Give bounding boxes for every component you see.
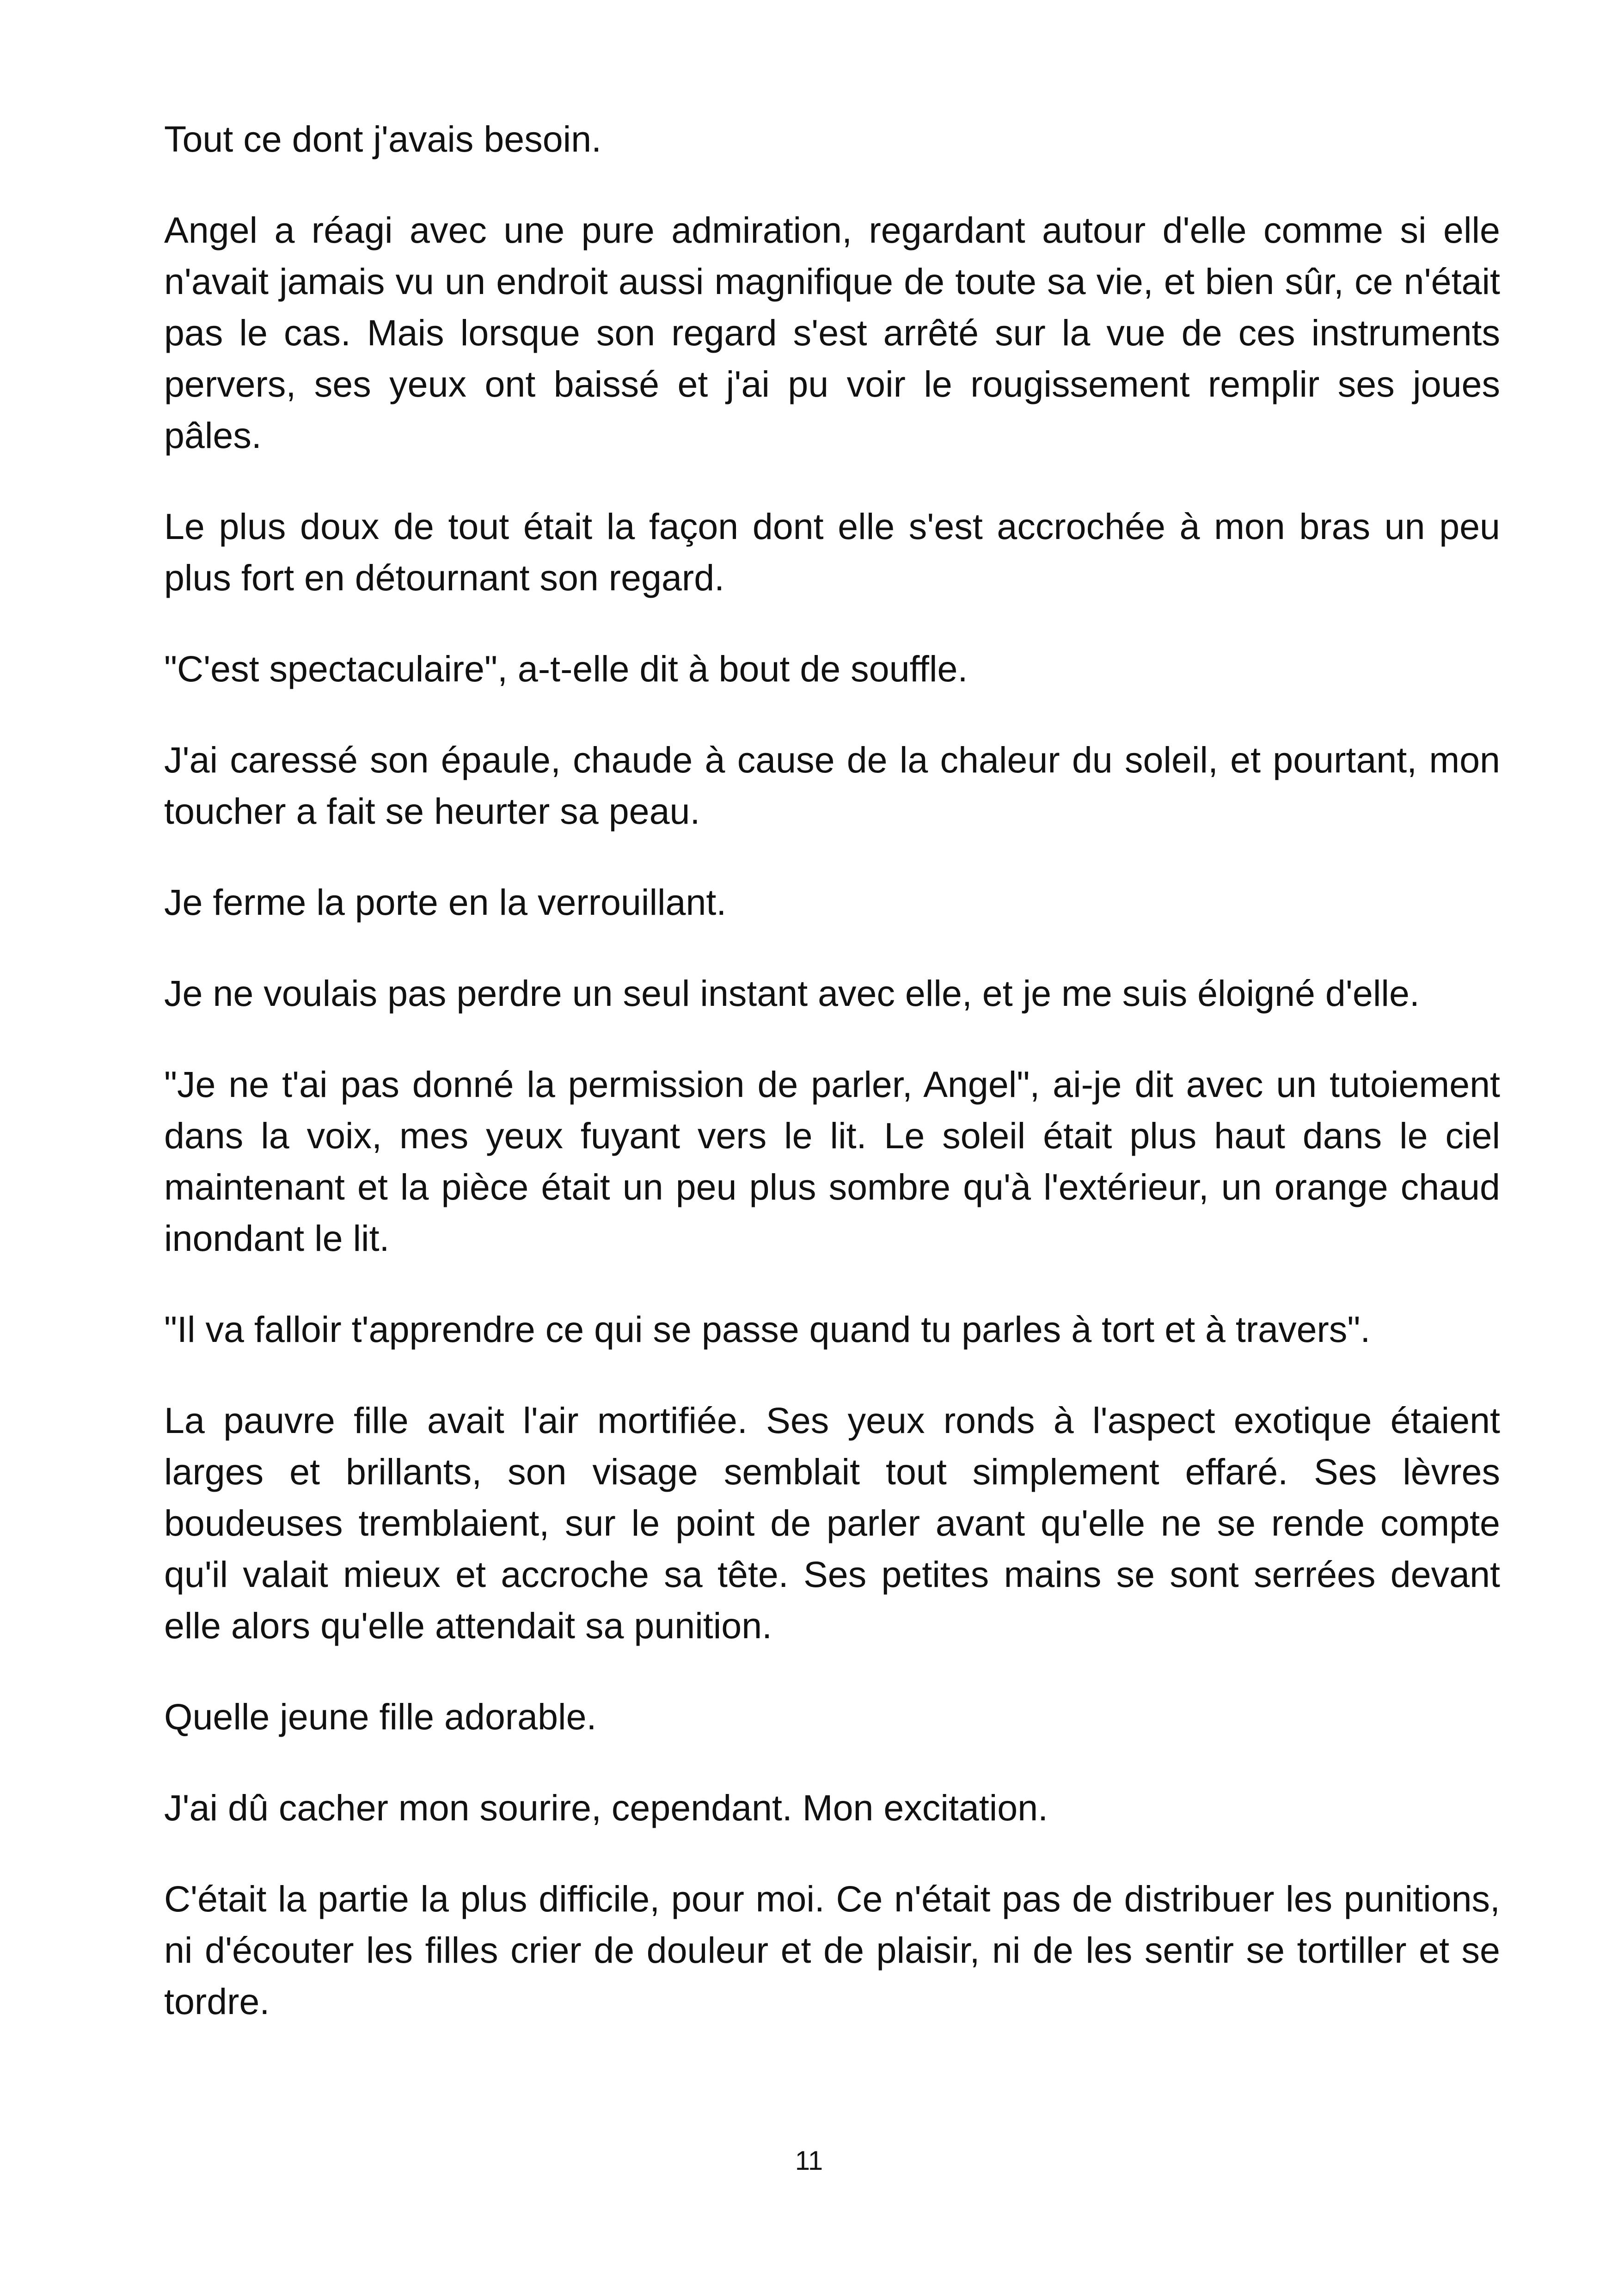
paragraph: Tout ce dont j'avais besoin. — [164, 118, 602, 159]
page-number: 11 — [795, 2146, 823, 2176]
body-text — [164, 113, 1500, 2067]
paragraph: Le plus doux de tout était la façon dont elle s'est accrochée à mon bras un peu plus fort en détournant son regard. — [164, 506, 1500, 598]
paragraph: J'ai dû cacher mon sourire, cependant. Mon excitation. — [164, 1787, 1048, 1828]
paragraph: La pauvre fille avait l'air mortifiée. Ses yeux ronds à l'aspect exotique étaient larges et brillants, son visage semblait tout simplement effaré. Ses lèvres boudeuses tremblaient, sur le point de parler avant qu'elle ne se rende compte qu'il valait mieux et accroche sa tête. Ses petites mains se sont serrées devant elle alors qu'elle attendait sa punition. — [164, 1400, 1500, 1646]
paragraph: "Je ne t'ai pas donné la permission de parler, Angel", ai-je dit avec un tutoiement dans la voix, mes yeux fuyant vers le lit. Le soleil était plus haut dans le ciel maintenant et la pièce était un peu plus sombre qu'à l'extérieur, un orange chaud inondant le lit. — [164, 1064, 1500, 1259]
paragraph: Angel a réagi avec une pure admiration, regardant autour d'elle comme si elle n'avait jamais vu un endroit aussi magnifique de toute sa vie, et bien sûr, ce n'était pas le cas. Mais lorsque son regard s'est arrêté sur la vue de ces instruments pervers, ses yeux ont baissé et j'ai pu voir le rougissement remplir ses joues pâles. — [164, 209, 1500, 456]
paragraph: "Il va falloir t'apprendre ce qui se passe quand tu parles à tort et à travers". — [164, 1309, 1371, 1350]
paragraph: Je ne voulais pas perdre un seul instant avec elle, et je me suis éloigné d'elle. — [164, 973, 1420, 1014]
paragraph: Quelle jeune fille adorable. — [164, 1696, 597, 1737]
paragraph: C'était la partie la plus difficile, pour moi. Ce n'était pas de distribuer les punitions, ni d'écouter les filles crier de douleur et de plaisir, ni de les sentir se tortiller et se tordre. — [164, 1878, 1500, 2022]
paragraph: J'ai caressé son épaule, chaude à cause de la chaleur du soleil, et pourtant, mon toucher a fait se heurter sa peau. — [164, 739, 1500, 832]
paragraph: "C'est spectaculaire", a-t-elle dit à bout de souffle. — [164, 648, 968, 689]
paragraph: Je ferme la porte en la verrouillant. — [164, 882, 727, 923]
